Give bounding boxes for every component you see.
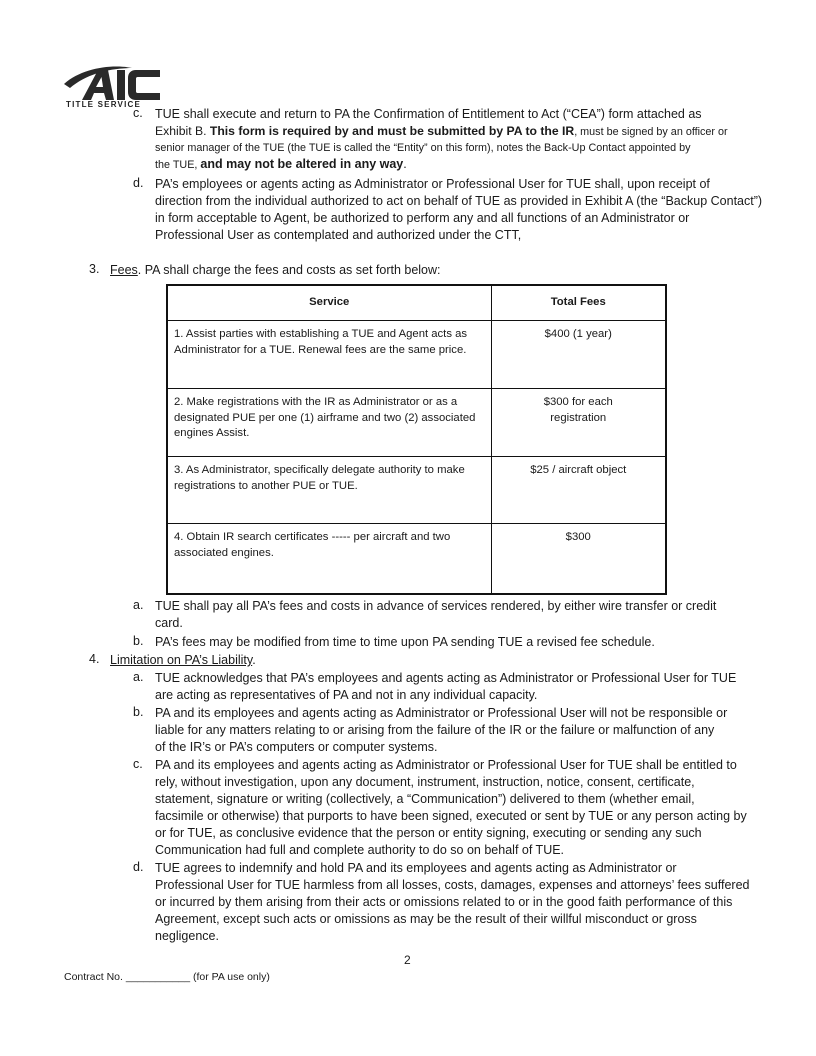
item-marker: b.: [133, 634, 144, 648]
table-row: [167, 321, 666, 389]
item-marker: a.: [133, 598, 144, 612]
section2-item-c-line3: senior manager of the TUE (the TUE is called the “Entity” on this form), notes the Back-Up Contact appointed by: [155, 142, 691, 154]
section3-item-a-line: TUE shall pay all PA’s fees and costs in advance of services rendered, by either wire transfer or credit: [155, 599, 717, 613]
section4-item-c-line: or for TUE, as conclusive evidence that the person or entity signing, executing or sending any such: [155, 826, 702, 840]
bold-run: This form is required by and must be submitted by PA to the IR: [209, 124, 575, 138]
section4-item-c-line: rely, without investigation, upon any document, instrument, instruction, notice, consent, certificate,: [155, 775, 695, 789]
heading-text: Fees: [110, 263, 138, 277]
text-run: , must be signed by an officer or: [574, 126, 728, 138]
heading-text: Limitation on PA’s Liability: [110, 653, 253, 667]
section3-item-b-line: PA’s fees may be modified from time to time upon PA sending TUE a revised fee schedule.: [155, 635, 655, 649]
intro-text: . PA shall charge the fees and costs as set forth below:: [137, 263, 441, 277]
table-row: [167, 524, 666, 594]
section4-item-c-line: facsimile or otherwise) that purports to have been signed, executed or sent by TUE or any person acting by: [155, 809, 747, 823]
fees-table: [166, 284, 667, 595]
section4-item-d-line: negligence.: [155, 929, 219, 943]
service-cell: 1. Assist parties with establishing a TUE and Agent acts as Administrator for a TUE. Renewal fees are the same price.: [167, 321, 491, 389]
section2-item-d-line: PA’s employees or agents acting as Administrator or Professional User for TUE shall, upon receipt of: [155, 177, 710, 191]
section4-item-d-line: Agreement, except such acts or omissions as may be the result of their willful misconduct or gross: [155, 912, 697, 926]
section4-item-d-line: Professional User for TUE harmless from all losses, costs, damages, expenses and attorneys’ fees suffered: [155, 878, 750, 892]
text-run: the TUE,: [155, 159, 201, 171]
fee-cell: $400 (1 year): [491, 321, 666, 389]
item-marker: d.: [133, 176, 144, 190]
section4-item-b-line: liable for any matters relating to or arising from the failure of the IR or the failure or malfunction of any: [155, 723, 715, 737]
column-header-total-fees: Total Fees: [491, 285, 666, 321]
section4-item-d-line: TUE agrees to indemnify and hold PA and its employees and agents acting as Administrator or: [155, 861, 677, 875]
section-number: 3.: [89, 262, 100, 276]
heading-suffix: .: [252, 653, 256, 667]
section4-item-d-line: or incurred by them arising from their acts or omissions related to or in the good faith performance of this: [155, 895, 733, 909]
table-header-row: [167, 285, 666, 321]
column-header-service: Service: [167, 285, 491, 321]
section2-item-c-line2: [155, 123, 728, 140]
table-row: [167, 389, 666, 457]
section4-item-c-line: Communication had full and complete authority to do so on behalf of TUE.: [155, 843, 565, 857]
section3-item-a-line: card.: [155, 616, 183, 630]
section4-item-c-line: statement, signature or writing (collectively, a “Communication”) delivered to them (whether email,: [155, 792, 695, 806]
page-number: 2: [404, 953, 411, 967]
fee-cell: $300 for each registration: [491, 389, 666, 457]
section4-heading: [110, 652, 256, 668]
logo-subtitle: TITLE SERVICE: [66, 100, 142, 109]
service-cell: 4. Obtain IR search certificates ----- per aircraft and two associated engines.: [167, 524, 491, 594]
section2-item-d-line: Professional User as contemplated and authorized under the CTT,: [155, 228, 522, 242]
fee-cell: $25 / aircraft object: [491, 457, 666, 524]
table-row: [167, 457, 666, 524]
item-marker: c.: [133, 757, 143, 771]
item-marker: b.: [133, 705, 144, 719]
section4-item-b-line: PA and its employees and agents acting as Administrator or Professional User will not be responsible or: [155, 706, 728, 720]
item-marker: a.: [133, 670, 144, 684]
section-number: 4.: [89, 652, 100, 666]
item-marker: d.: [133, 860, 144, 874]
fee-cell: $300: [491, 524, 666, 594]
section2-item-d-line: in form acceptable to Agent, be authorized to perform any and all functions of an Administrator or: [155, 211, 690, 225]
section4-item-c-line: PA and its employees and agents acting as Administrator or Professional User for TUE shall be entitled to: [155, 758, 737, 772]
text-run: Exhibit B.: [155, 124, 210, 138]
section4-item-b-line: of the IR’s or PA’s computers or computer systems.: [155, 740, 438, 754]
section2-item-c-line1: TUE shall execute and return to PA the Confirmation of Entitlement to Act (“CEA”) form attached as: [155, 107, 702, 121]
service-cell: 2. Make registrations with the IR as Administrator or as a designated PUE per one (1) airframe and two (2) associated engines Assist.: [167, 389, 491, 457]
section2-item-c-line4: [155, 156, 407, 173]
section2-item-d-line: direction from the individual authorized to act on behalf of TUE as provided in Exhibit A (the “Backup Contact”): [155, 194, 763, 208]
contract-number-footer: Contract No. ___________ (for PA use only): [64, 971, 270, 983]
section4-item-a-line: are acting as representatives of PA and not in any individual capacity.: [155, 688, 538, 702]
section4-item-a-line: TUE acknowledges that PA’s employees and agents acting as Administrator or Professional User for TUE: [155, 671, 737, 685]
bold-run: and may not be altered in any way: [200, 157, 404, 171]
service-cell: 3. As Administrator, specifically delegate authority to make registrations to another PUE or TUE.: [167, 457, 491, 524]
section3-heading: [110, 262, 441, 278]
text-run: .: [403, 157, 407, 171]
item-marker: c.: [133, 106, 143, 120]
